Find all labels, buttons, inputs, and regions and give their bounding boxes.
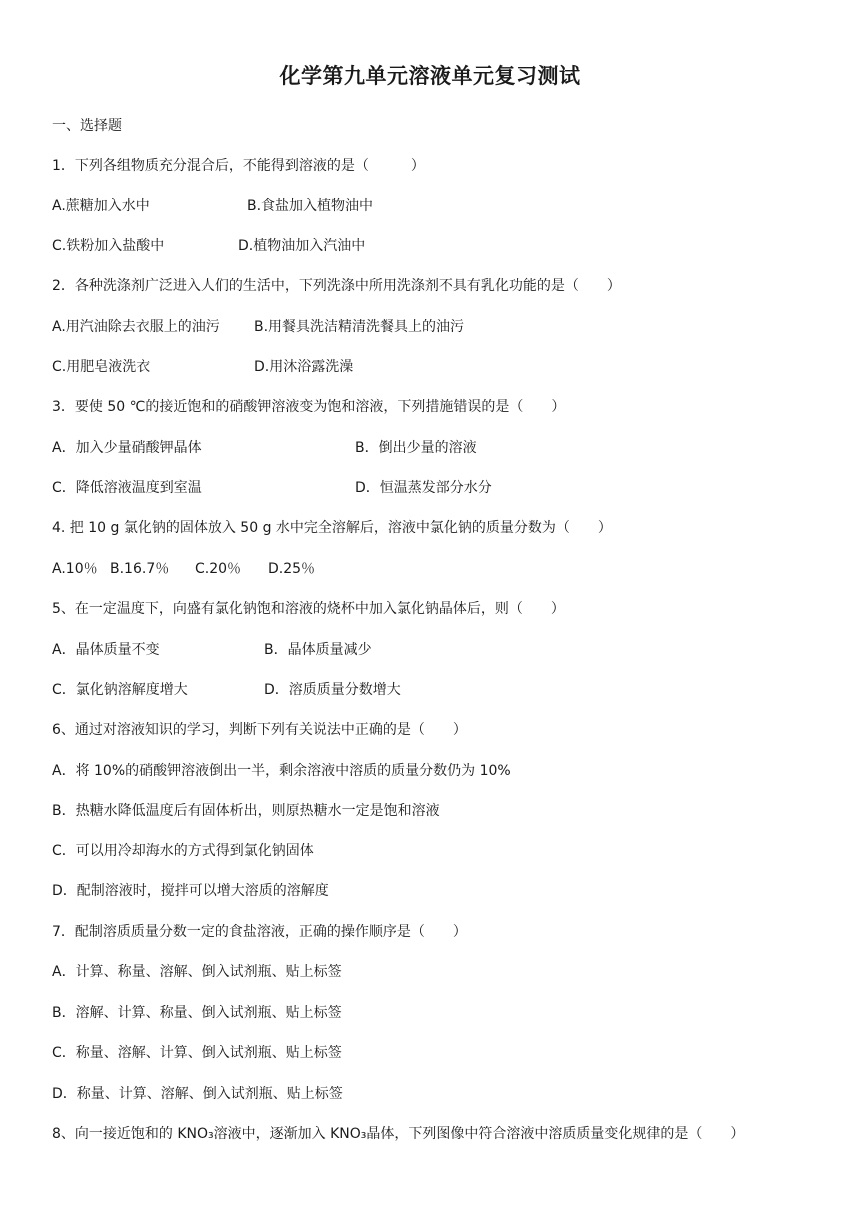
question-7-option-d: D．称量、计算、溶解、倒入试剂瓶、贴上标签 bbox=[52, 1086, 343, 1102]
question-1-option-b: B.食盐加入植物油中 bbox=[247, 198, 374, 214]
question-4-option-d: D.25％ bbox=[268, 561, 316, 577]
question-7-option-b: B．溶解、计算、称量、倒入试剂瓶、贴上标签 bbox=[52, 1005, 342, 1021]
question-2-option-d: D.用沐浴露洗澡 bbox=[254, 359, 354, 375]
question-1-option-d: D.植物油加入汽油中 bbox=[238, 238, 366, 254]
question-4-options-row bbox=[52, 559, 316, 579]
question-1-options-row-1 bbox=[52, 196, 374, 216]
question-2-options-row-1 bbox=[52, 317, 465, 337]
question-4-option-b: B.16.7％ bbox=[110, 561, 170, 577]
question-2-option-b: B.用餐具洗洁精清洗餐具上的油污 bbox=[254, 319, 465, 335]
page-title: 化学第九单元溶液单元复习测试 bbox=[279, 64, 581, 88]
question-1-option-a: A.蔗糖加入水中 bbox=[52, 198, 150, 214]
question-2-options-row-2 bbox=[52, 357, 354, 377]
question-6-stem: 6、通过对溶液知识的学习，判断下列有关说法中正确的是（ ） bbox=[52, 722, 467, 738]
question-1-stem: 1．下列各组物质充分混合后，不能得到溶液的是（ ） bbox=[52, 158, 425, 174]
question-1-option-c: C.铁粉加入盐酸中 bbox=[52, 238, 165, 254]
question-3-option-d: D．恒温蒸发部分水分 bbox=[355, 480, 492, 496]
question-5-stem: 5、在一定温度下，向盛有氯化钠饱和溶液的烧杯中加入氯化钠晶体后，则（ ） bbox=[52, 601, 565, 617]
section-heading: 一、选择题 bbox=[52, 118, 122, 134]
question-6-option-b: B．热糖水降低温度后有固体析出，则原热糖水一定是饱和溶液 bbox=[52, 803, 440, 819]
question-3-options-row-2 bbox=[52, 478, 492, 498]
question-2-stem: 2．各种洗涤剂广泛进入人们的生活中，下列洗涤中所用洗涤剂不具有乳化功能的是（ ） bbox=[52, 278, 621, 294]
question-3-option-c: C．降低溶液温度到室温 bbox=[52, 480, 202, 496]
question-5-options-row-2 bbox=[52, 680, 401, 700]
question-7-option-c: C．称量、溶解、计算、倒入试剂瓶、贴上标签 bbox=[52, 1045, 342, 1061]
question-5-options-row-1 bbox=[52, 640, 372, 660]
question-2-option-a: A.用汽油除去衣服上的油污 bbox=[52, 319, 220, 335]
question-5-option-b: B．晶体质量减少 bbox=[264, 642, 372, 658]
question-3-options-row-1 bbox=[52, 438, 477, 458]
question-4-stem: 4. 把 10 g 氯化钠的固体放入 50 g 水中完全溶解后，溶液中氯化钠的质量分数为（ ） bbox=[52, 520, 612, 536]
question-5-option-c: C．氯化钠溶解度增大 bbox=[52, 682, 188, 698]
question-6-option-c: C．可以用冷却海水的方式得到氯化钠固体 bbox=[52, 843, 314, 859]
question-6-option-d: D．配制溶液时，搅拌可以增大溶质的溶解度 bbox=[52, 883, 329, 899]
question-7-stem: 7．配制溶质质量分数一定的食盐溶液，正确的操作顺序是（ ） bbox=[52, 924, 467, 940]
question-5-option-a: A．晶体质量不变 bbox=[52, 642, 160, 658]
question-7-option-a: A．计算、称量、溶解、倒入试剂瓶、贴上标签 bbox=[52, 964, 342, 980]
question-4-option-a: A.10％ bbox=[52, 561, 98, 577]
question-8-stem: 8、向一接近饱和的 KNO₃溶液中，逐渐加入 KNO₃晶体，下列图像中符合溶液中溶质质量变化规律的是（ ） bbox=[52, 1126, 745, 1142]
question-3-option-b: B．倒出少量的溶液 bbox=[355, 440, 477, 456]
question-3-stem: 3．要使 50 ℃的接近饱和的硝酸钾溶液变为饱和溶液，下列措施错误的是（ ） bbox=[52, 399, 566, 415]
question-3-option-a: A．加入少量硝酸钾晶体 bbox=[52, 440, 202, 456]
question-4-option-c: C.20％ bbox=[195, 561, 242, 577]
question-2-option-c: C.用肥皂液洗衣 bbox=[52, 359, 151, 375]
question-6-option-a: A．将 10%的硝酸钾溶液倒出一半，剩余溶液中溶质的质量分数仍为 10% bbox=[52, 763, 511, 779]
question-1-options-row-2 bbox=[52, 236, 366, 256]
question-5-option-d: D．溶质质量分数增大 bbox=[264, 682, 401, 698]
